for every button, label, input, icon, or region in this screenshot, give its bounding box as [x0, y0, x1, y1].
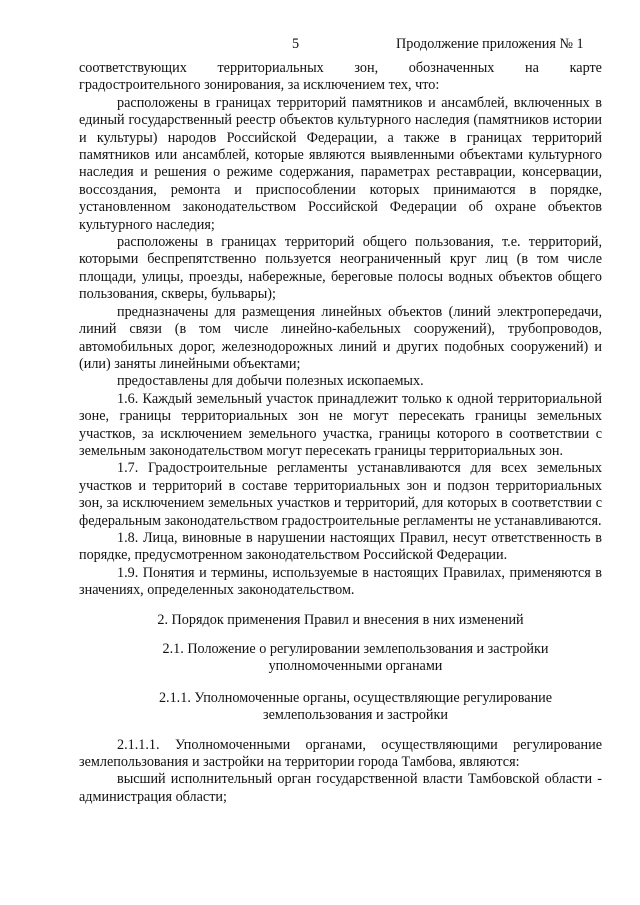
document-body: [79, 60, 602, 806]
paragraph: предназначены для размещения линейных объектов (линий электропередачи, линий связи (в том числе линейно-кабельных сооружений), трубопроводов, автомобильных дорог, железнодорожных линий и других подобных сооружений) и (или) заняты линейными объектами;: [79, 303, 602, 372]
paragraph: 1.6. Каждый земельный участок принадлежит только к одной территориальной зоне, границы территориальных зон не могут пересекать границы земельных участков, за исключением земельного участка, границы которого в соответствии с земельным законодательством могут пересекать границы территориальных зон.: [79, 390, 602, 459]
section-heading: 2. Порядок применения Правил и внесения в них изменений: [157, 611, 524, 628]
paragraph: 1.9. Понятия и термины, используемые в настоящих Правилах, применяются в значениях, определенных законодательством.: [79, 564, 602, 599]
paragraph: расположены в границах территорий памятников и ансамблей, включенных в единый государственный реестр объектов культурного наследия (памятников истории и культуры) народов Российской Федерации, а также в границах территорий памятников или ансамблей, которые являются выявленными объектами культурного наследия и решения о режиме содержания, параметрах реставрации, консервации, воссоздания, ремонта и приспособлении которых принимаются в порядке, установленном законодательством Российской Федерации об охране объектов культурного наследия;: [79, 94, 602, 233]
paragraph: 1.7. Градостроительные регламенты устанавливаются для всех земельных участков и территорий в составе территориальных зон и подзон территориальных зон, за исключением земельных участков и территорий, для которых в соответствии с федеральным законодательством градостроительные регламенты не устанавливаются.: [79, 460, 602, 529]
subsubsection-heading: 2.1.1. Уполномоченные органы, осуществляющие регулирование землепользования и застройки: [158, 689, 553, 724]
paragraph: 2.1.1.1. Уполномоченными органами, осуществляющими регулирование землепользования и застройки на территории города Тамбова, являются:: [79, 736, 602, 771]
page-number: 5: [292, 36, 300, 52]
paragraph: расположены в границах территорий общего пользования, т.е. территорий, которыми беспрепятственно пользуется неограниченный круг лиц (в том числе площади, улицы, проезды, набережные, береговые полосы водных объектов общего пользования, скверы, бульвары);: [79, 234, 602, 303]
paragraph: соответствующих территориальных зон, обозначенных на карте: [79, 60, 602, 76]
paragraph: градостроительного зонирования, за исключением тех, что:: [79, 77, 440, 94]
paragraph: высший исполнительный орган государственной власти Тамбовской области - администрация области;: [79, 771, 602, 805]
paragraph: предоставлены для добычи полезных ископаемых.: [117, 373, 424, 390]
paragraph: 1.8. Лица, виновные в нарушении настоящих Правил, несут ответственность в порядке, предусмотренном законодательством Российской Федерации.: [79, 529, 602, 564]
subsection-heading: 2.1. Положение о регулировании землепользования и застройки уполномоченными органами: [162, 641, 549, 675]
page-header: [0, 36, 640, 58]
continuation-label: Продолжение приложения № 1: [396, 36, 584, 52]
